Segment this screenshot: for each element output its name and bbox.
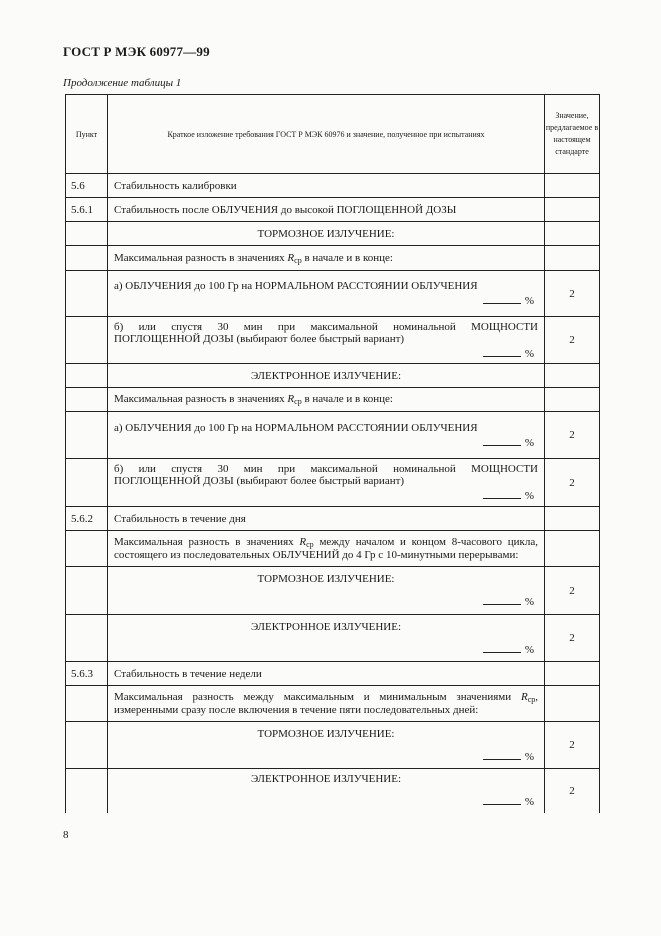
result-blank[interactable]: %	[114, 795, 538, 808]
spec-table	[65, 94, 600, 813]
table-row	[66, 769, 600, 813]
table-row	[66, 507, 600, 531]
col-header-item: Пункт	[66, 95, 108, 174]
row-text: б) или спустя 30 мин при максимальной номинальной МОЩНОСТИ	[114, 320, 538, 333]
item-number: 5.6.1	[66, 198, 108, 222]
table-row	[66, 459, 600, 507]
row-text: Максимальная разность в значениях $R_{ср}$ в начале и в конце:	[108, 388, 545, 412]
item-number: 5.6.3	[66, 662, 108, 686]
row-text: а) ОБЛУЧЕНИЯ до 100 Гр на НОРМАЛЬНОМ РАССТОЯНИИ ОБЛУЧЕНИЯ	[114, 421, 478, 434]
result-blank[interactable]: %	[114, 347, 538, 360]
table-row	[66, 271, 600, 317]
table-row	[66, 412, 600, 459]
table-row	[66, 567, 600, 615]
row-text: Стабильность после ОБЛУЧЕНИЯ до высокой ПОГЛОЩЕННОЙ ДОЗЫ	[108, 198, 545, 222]
row-text: Максимальная разность в значениях $R_{ср}$ в начале и в конце:	[108, 246, 545, 271]
proposed-value: 2	[545, 615, 600, 662]
proposed-value: 2	[545, 769, 600, 813]
proposed-value: 2	[545, 567, 600, 615]
table-row	[66, 662, 600, 686]
bremsstrahlung-heading: ТОРМОЗНОЕ ИЗЛУЧЕНИЕ:	[108, 222, 545, 246]
table-caption: Продолжение таблицы 1	[63, 77, 182, 89]
table-row	[66, 722, 600, 769]
table-row	[66, 174, 600, 198]
row-text: а) ОБЛУЧЕНИЯ до 100 Гр на НОРМАЛЬНОМ РАССТОЯНИИ ОБЛУЧЕНИЯ	[114, 280, 478, 292]
electron-heading: ЭЛЕКТРОННОЕ ИЗЛУЧЕНИЕ:	[250, 620, 402, 633]
table-row	[66, 686, 600, 722]
row-text: Стабильность в течение недели	[108, 662, 545, 686]
table-row	[66, 246, 600, 271]
bremsstrahlung-heading: ТОРМОЗНОЕ ИЗЛУЧЕНИЕ:	[257, 573, 395, 585]
proposed-value: 2	[545, 271, 600, 317]
result-blank[interactable]: %	[114, 489, 538, 502]
table-row	[66, 388, 600, 412]
row-text: ПОГЛОЩЕННОЙ ДОЗЫ (выбирают более быстрый вариант)	[114, 332, 405, 345]
proposed-value: 2	[545, 412, 600, 459]
row-text: б) или спустя 30 мин при максимальной номинальной МОЩНОСТИ	[114, 463, 538, 475]
item-number: 5.6.2	[66, 507, 108, 531]
proposed-value: 2	[545, 317, 600, 364]
result-blank[interactable]: %	[114, 595, 538, 608]
table-header-row	[66, 95, 600, 174]
bremsstrahlung-heading: ТОРМОЗНОЕ ИЗЛУЧЕНИЕ:	[257, 727, 395, 740]
electron-heading: ЭЛЕКТРОННОЕ ИЗЛУЧЕНИЕ:	[108, 364, 545, 388]
row-text: Максимальная разность между максимальным и минимальным значениями $R_{ср}$,	[114, 691, 538, 704]
electron-heading: ЭЛЕКТРОННОЕ ИЗЛУЧЕНИЕ:	[250, 773, 402, 786]
page-number: 8	[63, 829, 69, 841]
row-text: измеренными сразу после включения в течение пяти последовательных дней:	[114, 704, 479, 716]
result-blank[interactable]: %	[114, 294, 538, 307]
table-row	[66, 222, 600, 246]
row-text: Стабильность калибровки	[108, 174, 545, 198]
table-row	[66, 198, 600, 222]
table-row	[66, 317, 600, 364]
col-header-description: Краткое изложение требования ГОСТ Р МЭК 60976 и значение, полученное при испытаниях	[108, 95, 545, 174]
table-row	[66, 615, 600, 662]
row-text: ПОГЛОЩЕННОЙ ДОЗЫ (выбирают более быстрый вариант)	[114, 475, 405, 487]
row-text: состоящего из последовательных ОБЛУЧЕНИЙ до 4 Гр с 10-минутными перерывами:	[114, 549, 519, 561]
result-blank[interactable]: %	[114, 750, 538, 763]
result-blank[interactable]: %	[114, 643, 538, 656]
col-header-value: Значение, предлагаемое в настоящем стандарте	[545, 95, 600, 174]
proposed-value: 2	[545, 722, 600, 769]
page-header: ГОСТ Р МЭК 60977—99	[63, 44, 210, 59]
table-row	[66, 364, 600, 388]
proposed-value: 2	[545, 459, 600, 507]
result-blank[interactable]: %	[114, 436, 538, 449]
row-text: Стабильность в течение дня	[108, 507, 545, 531]
row-text: Максимальная разность в значениях $R_{ср}$ между началом и концом 8-часового цикла,	[114, 536, 539, 549]
table-row	[66, 531, 600, 567]
item-number: 5.6	[66, 174, 108, 198]
